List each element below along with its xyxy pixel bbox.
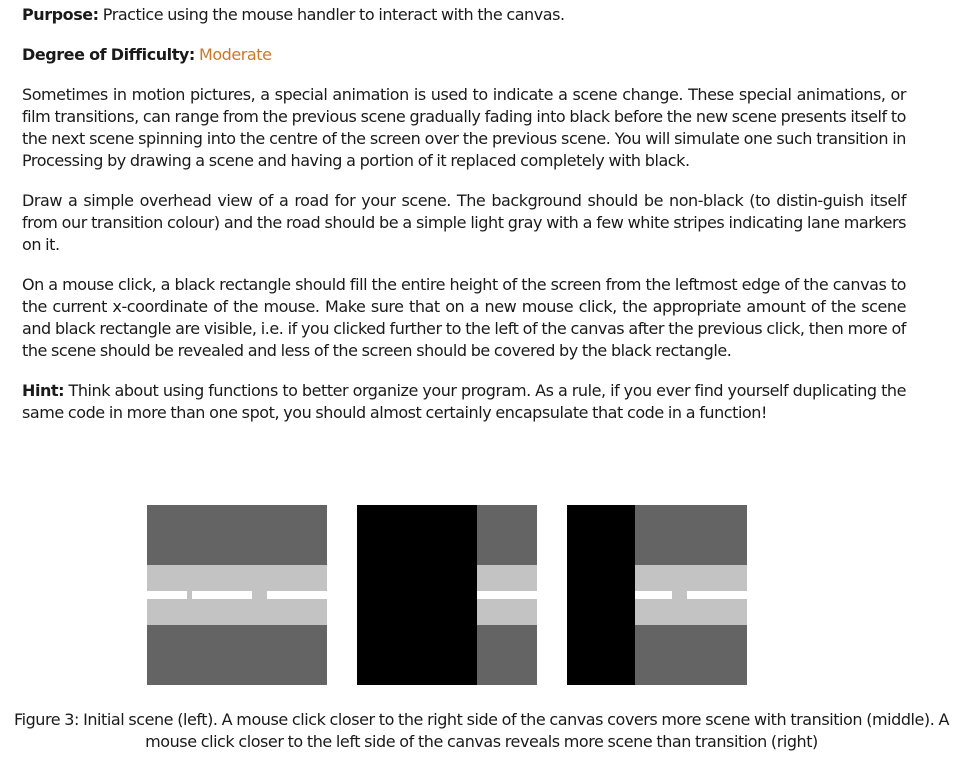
figure-initial-scene [147, 505, 327, 685]
figure-caption: Figure 3: Initial scene (left). A mouse click closer to the right side of the canvas covers more scene with transition (middle). A mouse click closer to the left side of the canvas reveals more scene than transition (right) [14, 710, 949, 751]
black-transition-rectangle [357, 505, 477, 685]
figure-transition-middle [357, 505, 537, 685]
intro-paragraph: Sometimes in motion pictures, a special animation is used to indicate a scene change. These special animations, or film transitions, can range from the previous scene gradually fading into black before the new scene presents itself to the next scene spinning into the centre of the screen over the previous scene. You will simulate one such transition in Processing by drawing a scene and having a portion of it replaced completely with black. [22, 85, 906, 170]
draw-instructions-paragraph: Draw a simple overhead view of a road for your scene. The background should be non-black (to distin-guish itself from our transition colour) and the road should be a simple light gray with a few white stripes indicating lane markers on it. [22, 191, 906, 254]
lane-marker [147, 591, 187, 599]
purpose-paragraph [22, 4, 906, 26]
hint-paragraph [22, 380, 906, 424]
mouse-click-paragraph: On a mouse click, a black rectangle should fill the entire height of the screen from the leftmost edge of the canvas to the current x-coordinate of the mouse. Make sure that on a new mouse click, the appropriate amount of the scene and black rectangle are visible, i.e. if you clicked further to the left of the canvas after the previous click, then more of the scene should be revealed and less of the screen should be covered by the black rectangle. [22, 275, 906, 360]
purpose-label: Purpose: [22, 5, 99, 24]
difficulty-value: Moderate [198, 45, 272, 64]
hint-text: Think about using functions to better organize your program. As a rule, if you ever find yourself duplicating the same code in more than one spot, you should almost certainly encapsulate that code in a function! [22, 381, 906, 422]
difficulty-label: Degree of Difficulty: [22, 45, 195, 64]
document-body [22, 4, 906, 424]
purpose-text: Practice using the mouse handler to interact with the canvas. [98, 5, 565, 24]
black-transition-rectangle [567, 505, 635, 685]
lane-marker [267, 591, 327, 599]
lane-marker [192, 591, 252, 599]
hint-label: Hint: [22, 381, 65, 400]
figure-transition-right [567, 505, 747, 685]
difficulty-paragraph [22, 44, 906, 66]
lane-marker [687, 591, 747, 599]
lane-marker [477, 591, 537, 599]
